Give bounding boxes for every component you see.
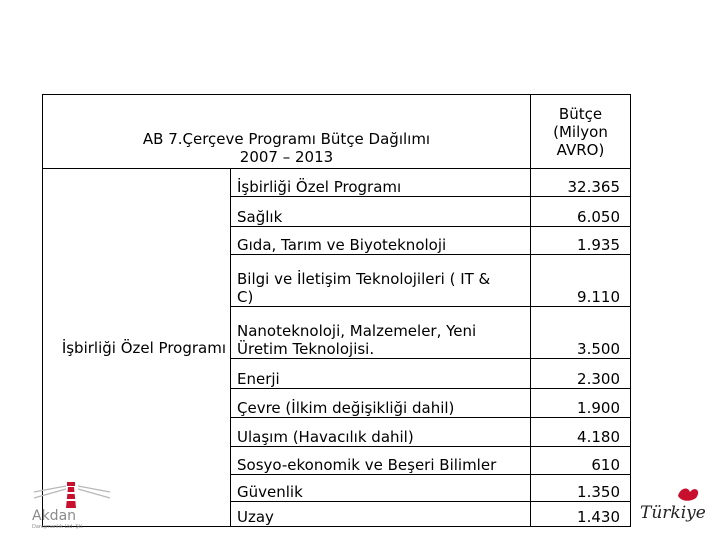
table-title-line2: 2007 – 2013 bbox=[239, 148, 334, 166]
row-name-line2: C) bbox=[237, 288, 254, 306]
table-title-line1: AB 7.Çerçeve Programı Bütçe Dağılımı bbox=[142, 130, 431, 148]
row-name: İşbirliği Özel Programı bbox=[231, 169, 531, 197]
lighthouse-icon bbox=[34, 482, 110, 508]
budget-column-header bbox=[531, 95, 631, 169]
row-name bbox=[231, 255, 531, 307]
row-value: 610 bbox=[531, 447, 631, 475]
row-name-line1: Nanoteknoloji, Malzemeler, Yeni bbox=[237, 322, 477, 340]
akdan-logo-subtext: Danışmanlık Ltd. Şti. bbox=[32, 524, 84, 530]
budget-header-line2: (Milyon bbox=[553, 122, 608, 141]
row-value: 3.500 bbox=[531, 307, 631, 359]
row-value: 32.365 bbox=[531, 169, 631, 197]
row-name: Gıda, Tarım ve Biyoteknoloji bbox=[231, 227, 531, 255]
row-value: 1.935 bbox=[531, 227, 631, 255]
table-title bbox=[43, 95, 531, 169]
table-header-row bbox=[43, 95, 631, 169]
group-label: İşbirliği Özel Programı bbox=[43, 169, 231, 527]
budget-table bbox=[42, 94, 631, 527]
budget-header-line3: AVRO) bbox=[556, 140, 605, 159]
row-name-line2: Üretim Teknolojisi. bbox=[237, 340, 375, 358]
row-name: Uzay bbox=[231, 502, 531, 527]
row-value: 1.350 bbox=[531, 475, 631, 502]
akdan-logo-text: Akdan bbox=[32, 508, 77, 524]
row-value: 1.900 bbox=[531, 389, 631, 418]
row-value: 2.300 bbox=[531, 359, 631, 389]
row-name: Sosyo-ekonomik ve Beşeri Bilimler bbox=[231, 447, 531, 475]
tulip-icon bbox=[678, 489, 698, 501]
row-name: Güvenlik bbox=[231, 475, 531, 502]
row-value: 9.110 bbox=[531, 255, 631, 307]
row-name: Ulaşım (Havacılık dahil) bbox=[231, 418, 531, 447]
budget-header-line1: Bütçe bbox=[558, 104, 603, 123]
row-value: 6.050 bbox=[531, 197, 631, 227]
turkiye-logo bbox=[634, 484, 714, 528]
row-name: Enerji bbox=[231, 359, 531, 389]
akdan-logo bbox=[30, 478, 112, 530]
row-name: Sağlık bbox=[231, 197, 531, 227]
row-value: 4.180 bbox=[531, 418, 631, 447]
row-value: 1.430 bbox=[531, 502, 631, 527]
turkiye-logo-text: Türkiye bbox=[640, 503, 706, 523]
row-name bbox=[231, 307, 531, 359]
row-name: Çevre (İlkim değişikliği dahil) bbox=[231, 389, 531, 418]
table-row bbox=[43, 169, 631, 197]
row-name-line1: Bilgi ve İletişim Teknolojileri ( IT & bbox=[237, 270, 491, 288]
